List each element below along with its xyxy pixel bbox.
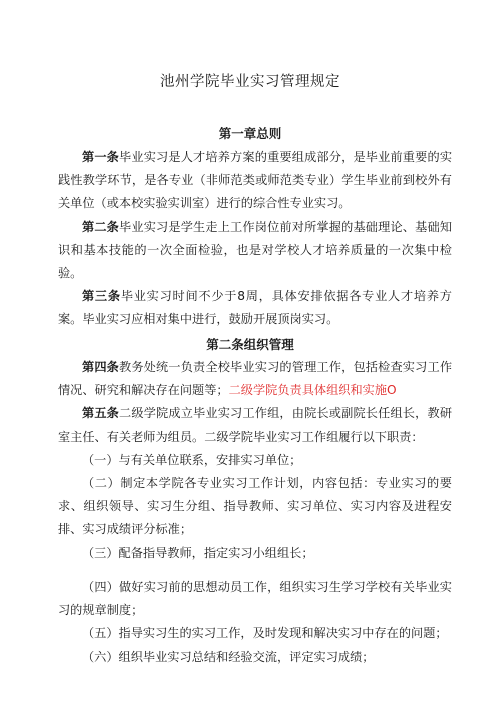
- article-5-label: 第五条: [82, 406, 120, 421]
- chapter-1-heading: 第一章总则: [218, 126, 282, 141]
- article-1: [58, 146, 452, 216]
- chapter-1-body: [58, 146, 452, 332]
- article-1-label: 第一条: [82, 150, 120, 164]
- article-2-label: 第二条: [82, 219, 120, 234]
- duty-item-2: （二）制定本学院各专业实习工作计划，内容包括：专业实习的要求、组织领导、实习生分组、指导教师、实习单位、实习内容及进程安排、实习成绩评分标准；: [58, 476, 452, 537]
- article-5: [58, 402, 452, 448]
- duty-item-1: （一）与有关单位联系，安排实习单位；: [82, 452, 302, 467]
- article-2-text: 毕业实习是学生走上工作岗位前对所掌握的基础理论、基础知识和基本技能的一次全面检验，也是对学校人才培养质量的一次集中检验。: [58, 219, 453, 281]
- chapter-2-body: [58, 356, 452, 565]
- article-5-text: 二级学院成立毕业实习工作组，由院长或副院长任组长，教研室主任、有关老师为组员。二级学院毕业实习工作组履行以下职责：: [58, 406, 453, 444]
- article-3-text: 毕业实习时间不少于8周，具体安排依据各专业人才培养方案。毕业实习应相对集中进行，鼓励开展顶岗实习。: [58, 289, 452, 327]
- document-title: 池州学院毕业实习管理规定: [160, 74, 340, 90]
- article-3: [58, 285, 452, 331]
- article-3-label: 第三条: [82, 289, 121, 304]
- chapter-2-body-continued: [58, 576, 452, 669]
- duty-item-4: （四）做好实习前的思想动员工作，组织实习生学习学校有关毕业实习的规章制度；: [58, 580, 452, 618]
- duty-item-6: （六）组织毕业实习总结和经验交流，评定实习成绩；: [82, 649, 375, 664]
- article-4-text: 教务处统一负责全校毕业实习的管理工作，包括检查实习工作情况、研究和解决存在问题等；: [58, 360, 453, 398]
- article-1-text: 毕业实习是人才培养方案的重要组成部分，是毕业前重要的实践性教学环节，是各专业（非师范类或师范类专业）学生毕业前到校外有关单位（或本校实验实训室）进行的综合性专业实习。: [58, 150, 453, 211]
- article-4-red-text: 二级学院负责具体组织和实施O: [228, 383, 397, 398]
- article-4-label: 第四条: [82, 360, 120, 374]
- chapter-2-heading: 第二条组织管理: [206, 337, 294, 352]
- duty-item-3: （三）配备指导教师，指定实习小组组长；: [82, 545, 314, 560]
- article-2: [58, 216, 452, 286]
- article-4: [58, 356, 452, 402]
- duty-item-5: （五）指导实习生的实习工作，及时发现和解决实习中存在的问题；: [82, 626, 448, 641]
